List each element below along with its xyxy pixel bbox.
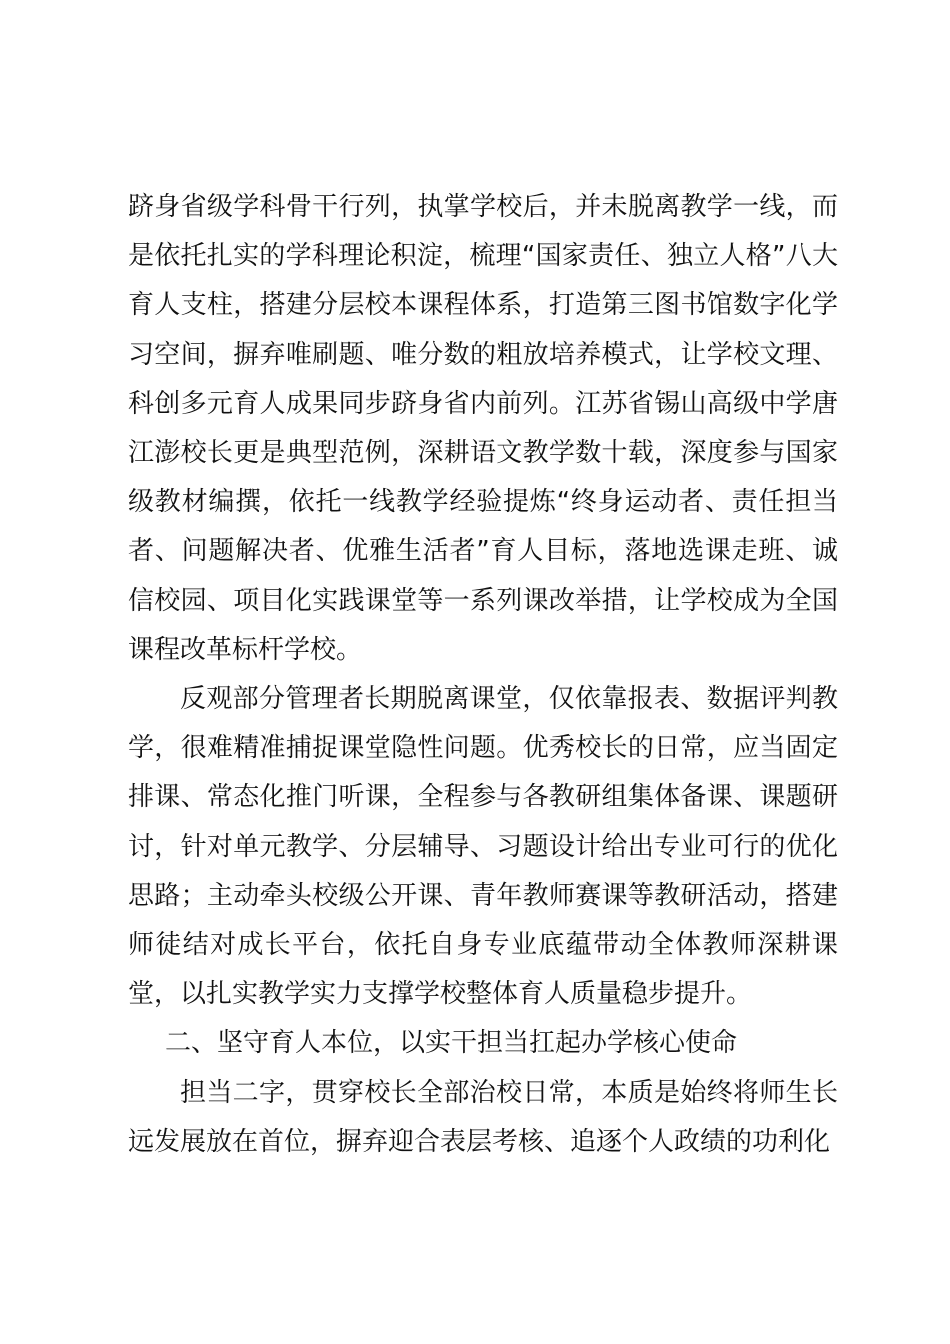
paragraph-continuation: 跻身省级学科骨干行列，执掌学校后，并未脱离教学一线，而是依托扎实的学科理论积淀，梳理“国家责任、独立人格”八大育人支柱，搭建分层校本课程体系，打造第三图书馆数字化学习空间，摒弃唯刷题、唯分数的粗放培养模式，让学校文理、科创多元育人成果同步跻身省内前列。江苏省锡山高级中学唐江澎校长更是典型范例，深耕语文教学数十载，深度参与国家级教材编撰，依托一线教学经验提炼“终身运动者、责任担当者、问题解决者、优雅生活者”育人目标，落地选课走班、诚信校园、项目化实践课堂等一系列课改举措，让学校成为全国课程改革标杆学校。 <box>128 192 838 665</box>
paragraph-responsibility: 担当二字，贯穿校长全部治校日常，本质是始终将师生长远发展放在首位，摒弃迎合表层考核、追逐个人政绩的功利化 <box>128 1077 838 1157</box>
document-body <box>128 183 838 1167</box>
paragraph-management: 反观部分管理者长期脱离课堂，仅依靠报表、数据评判教学，很难精准捕捉课堂隐性问题。优秀校长的日常，应当固定排课、常态化推门听课，全程参与各教研组集体备课、课题研讨，针对单元教学、分层辅导、习题设计给出专业可行的优化思路；主动牵头校级公开课、青年教师赛课等教研活动，搭建师徒结对成长平台，依托自身专业底蕴带动全体教师深耕课堂，以扎实教学实力支撑学校整体育人质量稳步提升。 <box>128 684 838 1010</box>
section-heading: 二、坚守育人本位，以实干担当扛起办学核心使命 <box>165 1028 738 1059</box>
